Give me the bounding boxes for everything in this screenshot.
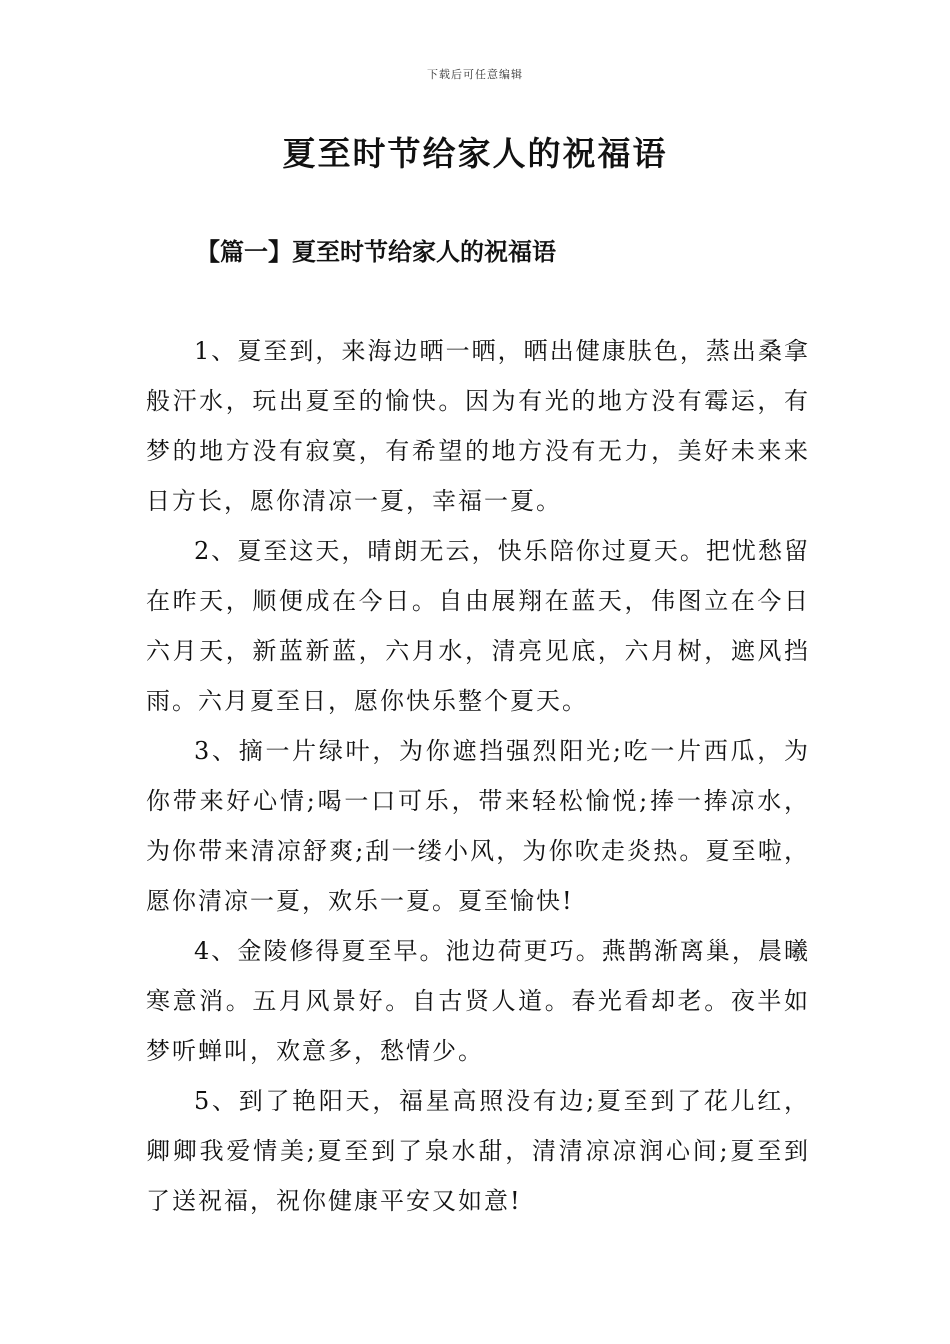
paragraph-5: 5、到了艳阳天，福星高照没有边;夏至到了花儿红，卿卿我爱情美;夏至到了泉水甜，清清凉凉润心间;夏至到了送祝福，祝你健康平安又如意! xyxy=(146,1087,810,1215)
paragraph-2: 2、夏至这天，晴朗无云，快乐陪你过夏天。把忧愁留在昨天，顺便成在今日。自由展翔在蓝天，伟图立在今日六月天，新蓝新蓝，六月水，清亮见底，六月树，遮风挡雨。六月夏至日，愿你快乐整个夏天。 xyxy=(146,537,810,715)
body-text xyxy=(146,326,810,1226)
paragraph-3: 3、摘一片绿叶，为你遮挡强烈阳光;吃一片西瓜，为你带来好心情;喝一口可乐，带来轻松愉悦;捧一捧凉水，为你带来清凉舒爽;刮一缕小风，为你吹走炎热。夏至啦，愿你清凉一夏，欢乐一夏。夏至愉快! xyxy=(146,737,810,915)
paragraph-1: 1、夏至到，来海边晒一晒，晒出健康肤色，蒸出桑拿般汗水，玩出夏至的愉快。因为有光的地方没有霉运，有梦的地方没有寂寞，有希望的地方没有无力，美好未来来日方长，愿你清凉一夏，幸福一夏。 xyxy=(146,337,810,515)
header-note: 下载后可任意编辑 xyxy=(427,68,523,81)
section-heading: 【篇一】夏至时节给家人的祝福语 xyxy=(196,237,556,266)
paragraph-4: 4、金陵修得夏至早。池边荷更巧。燕鹊渐离巢，晨曦寒意消。五月风景好。自古贤人道。春光看却老。夜半如梦听蝉叫，欢意多，愁情少。 xyxy=(146,937,810,1065)
document-title: 夏至时节给家人的祝福语 xyxy=(282,134,668,173)
